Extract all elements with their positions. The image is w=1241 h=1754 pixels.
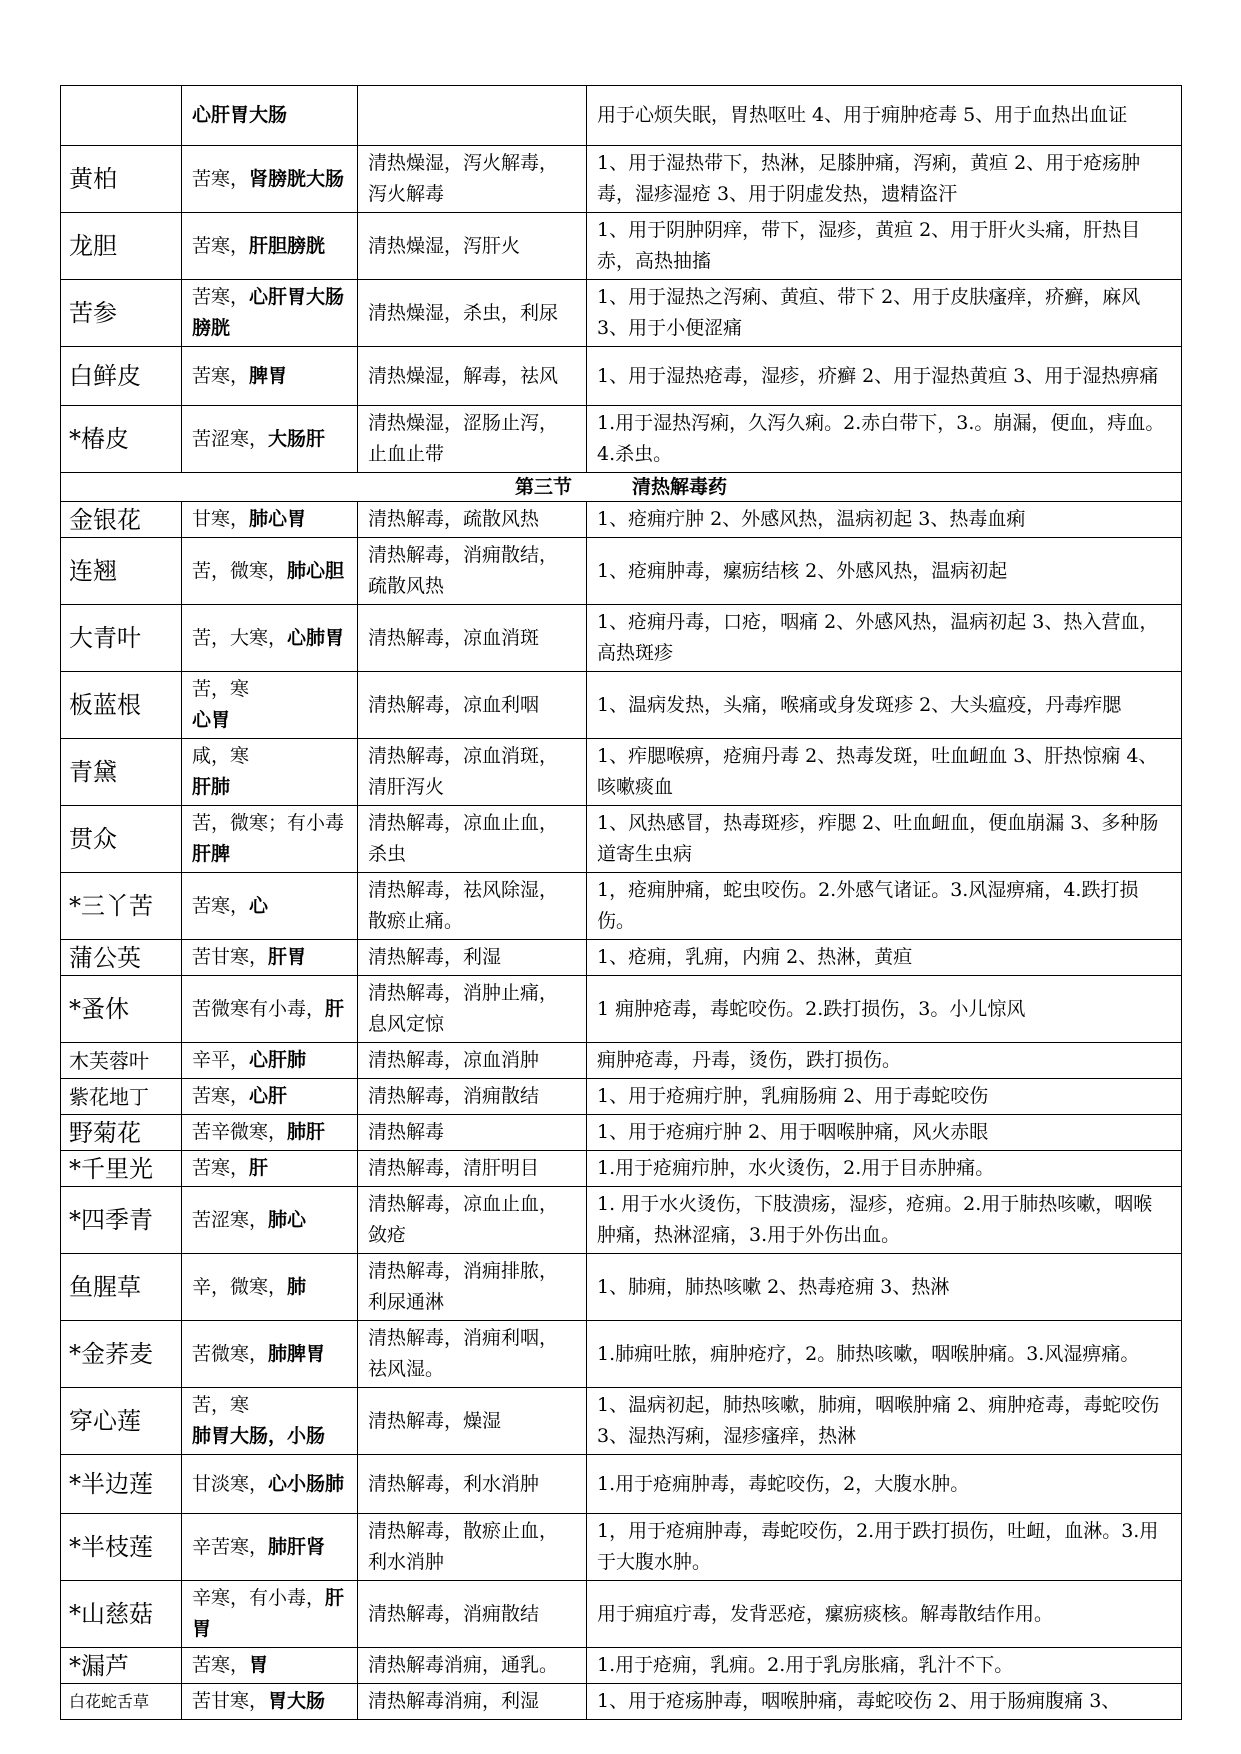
herb-name-cell: 板蓝根 [61,672,182,739]
nature-text: 辛平， [192,1049,250,1071]
use-cell: 用于心烦失眠，胃热呕吐 4、用于痈肿疮毒 5、用于血热出血证 [587,86,1182,146]
function-cell: 清热解毒，消痈散结，疏散风热 [358,538,587,605]
nature-text: 苦寒， [192,1157,250,1179]
herb-name-cell: 白花蛇舌草 [61,1684,182,1720]
herb-name-cell: 蒲公英 [61,940,182,976]
table-row [61,1581,1182,1648]
meridian-text: 肾膀胱大肠 [249,167,345,190]
table-row [61,1684,1182,1720]
use-cell: 1、肺痈，肺热咳嗽 2、热毒疮痈 3、热淋 [587,1254,1182,1321]
use-cell: 痈肿疮毒，丹毒，烫伤，跌打损伤。 [587,1043,1182,1079]
function-cell: 清热燥湿，解毒，祛风 [358,347,587,406]
herb-name-cell: 苦参 [61,280,182,347]
use-cell: 1、用于疮痈疔肿 2、用于咽喉肿痛，风火赤眼 [587,1115,1182,1151]
nature-meridian-cell [182,1388,358,1455]
use-cell: 1、疮痈丹毒，口疮，咽痛 2、外感风热，温病初起 3、热入营血，高热斑疹 [587,605,1182,672]
table-row [61,1187,1182,1254]
nature-text: 苦，寒 [192,678,250,700]
nature-text: 苦，寒 [192,1394,250,1416]
function-cell: 清热解毒，凉血消肿 [358,1043,587,1079]
herb-name-cell: 野菊花 [61,1115,182,1151]
table-row [61,806,1182,873]
nature-text: 甘淡寒， [192,1472,269,1495]
table-row [61,940,1182,976]
function-cell: 清热解毒消痈，利湿 [358,1684,587,1720]
function-cell: 清热解毒，凉血消斑，清肝泻火 [358,739,587,806]
use-cell: 1、温病发热，头痛，喉痛或身发斑疹 2、大头瘟疫，丹毒痄腮 [587,672,1182,739]
nature-meridian-cell [182,1581,358,1648]
herb-name-cell: 紫花地丁 [61,1079,182,1115]
meridian-text: 肝胃 [192,1587,345,1640]
nature-meridian-cell [182,213,358,280]
document-page [60,85,1181,1720]
meridian-text: 肝 [249,1157,269,1179]
nature-text: 辛，微寒， [192,1275,288,1298]
meridian-text: 肺心 [268,1208,307,1231]
table-row [61,347,1182,406]
use-cell: 1.用于湿热泻痢，久泻久痢。2.赤白带下，3.。崩漏，便血，痔血。4.杀虫。 [587,406,1182,473]
use-cell: 1、疮痈疔肿 2、外感风热，温病初起 3、热毒血痢 [587,502,1182,538]
table-row [61,1151,1182,1187]
table-row [61,86,1182,146]
use-cell: 1. 用于水火烫伤，下肢溃疡，湿疹，疮痈。2.用于肺热咳嗽，咽喉肿痛，热淋涩痛，3.用于外伤出血。 [587,1187,1182,1254]
meridian-text: 心 [249,894,269,917]
function-cell: 清热解毒，消痈散结 [358,1079,587,1115]
nature-text: 咸，寒 [192,745,250,767]
meridian-text: 肺心胆 [287,559,345,582]
nature-text: 苦涩寒， [192,1208,269,1231]
use-cell: 1、痄腮喉痹，疮痈丹毒 2、热毒发斑，吐血衄血 3、肝热惊痫 4、咳嗽痰血 [587,739,1182,806]
herb-name-cell: 木芙蓉叶 [61,1043,182,1079]
nature-meridian-cell [182,940,358,976]
use-cell: 1、疮痈，乳痈，内痈 2、热淋，黄疸 [587,940,1182,976]
function-cell: 清热解毒，凉血消斑 [358,605,587,672]
herb-name-cell: *蚤休 [61,976,182,1043]
use-cell: 1.用于疮痈疖肿，水火烫伤，2.用于目赤肿痛。 [587,1151,1182,1187]
use-cell: 1、温病初起，肺热咳嗽，肺痈，咽喉肿痛 2、痈肿疮毒，毒蛇咬伤 3、湿热泻痢，湿疹瘙痒，热淋 [587,1388,1182,1455]
table-row [61,502,1182,538]
nature-text: 苦寒， [192,1085,250,1107]
table-row [61,1115,1182,1151]
table-row [61,406,1182,473]
use-cell: 1、用于疮痈疔肿，乳痈肠痈 2、用于毒蛇咬伤 [587,1079,1182,1115]
meridian-text: 心小肠肺 [268,1472,345,1495]
use-cell: 1、用于湿热疮毒，湿疹，疥癣 2、用于湿热黄疸 3、用于湿热痹痛 [587,347,1182,406]
use-cell: 1，疮痈肿痛，蛇虫咬伤。2.外感气诸证。3.风湿痹痛，4.跌打损伤。 [587,873,1182,940]
nature-meridian-cell [182,1151,358,1187]
function-cell: 清热燥湿，泻火解毒，泻火解毒 [358,146,587,213]
herb-name-cell: 鱼腥草 [61,1254,182,1321]
nature-text: 甘寒， [192,508,250,530]
nature-meridian-cell [182,739,358,806]
herb-name-cell: *三丫苦 [61,873,182,940]
nature-meridian-cell [182,146,358,213]
herb-name-cell: *山慈菇 [61,1581,182,1648]
function-cell [358,86,587,146]
use-cell: 1.用于疮痈肿毒，毒蛇咬伤，2，大腹水肿。 [587,1455,1182,1514]
nature-text: 苦辛微寒， [192,1121,288,1143]
section-name: 清热解毒药 [632,476,728,498]
table-row [61,280,1182,347]
herb-name-cell: *半枝莲 [61,1514,182,1581]
use-cell: 1、疮痈肿毒，瘰疬结核 2、外感风热，温病初起 [587,538,1182,605]
use-cell: 1、用于湿热之泻痢、黄疸、带下 2、用于皮肤瘙痒，疥癣，麻风 3、用于小便涩痛 [587,280,1182,347]
herb-name-cell: 连翘 [61,538,182,605]
meridian-text: 肝胃 [268,946,307,968]
nature-text: 苦寒， [192,286,250,308]
nature-text: 苦甘寒， [192,946,269,968]
table-row [61,1254,1182,1321]
meridian-text: 胃大肠 [268,1690,326,1712]
table-row [61,976,1182,1043]
meridian-text: 肺 [287,1275,307,1298]
use-cell: 1.肺痈吐脓，痈肿疮疗，2。肺热咳嗽，咽喉肿痛。3.风湿痹痛。 [587,1321,1182,1388]
nature-meridian-cell [182,605,358,672]
nature-meridian-cell [182,1079,358,1115]
herb-table [60,85,1182,1720]
function-cell: 清热解毒，消痈散结 [358,1581,587,1648]
nature-text: 苦微寒， [192,1342,269,1365]
use-cell: 1、用于疮疡肿毒，咽喉肿痛，毒蛇咬伤 2、用于肠痈腹痛 3、 [587,1684,1182,1720]
meridian-text: 大肠肝 [268,427,326,450]
nature-text: 辛苦寒， [192,1535,269,1558]
function-cell: 清热燥湿，泻肝火 [358,213,587,280]
nature-meridian-cell [182,672,358,739]
function-cell: 清热解毒，凉血止血，敛疮 [358,1187,587,1254]
table-row [61,538,1182,605]
herb-name-cell: *千里光 [61,1151,182,1187]
meridian-text: 肺肝 [287,1121,326,1143]
meridian-text: 心肝肺 [249,1049,307,1071]
nature-meridian-cell [182,806,358,873]
use-cell: 用于痈疽疔毒，发背恶疮，瘰疬痰核。解毒散结作用。 [587,1581,1182,1648]
nature-meridian-cell [182,1648,358,1684]
herb-name-cell: 大青叶 [61,605,182,672]
herb-table-body [61,86,1182,1720]
nature-meridian-cell [182,873,358,940]
nature-text: 苦微寒有小毒， [192,997,326,1020]
table-row [61,1514,1182,1581]
function-cell: 清热解毒，散瘀止血，利水消肿 [358,1514,587,1581]
nature-text: 苦寒， [192,167,250,190]
table-row [61,1321,1182,1388]
nature-meridian-cell [182,1115,358,1151]
meridian-text: 肝脾 [192,843,231,865]
function-cell: 清热解毒，祛风除湿，散瘀止痛。 [358,873,587,940]
table-row [61,605,1182,672]
table-row [61,1455,1182,1514]
section-header-row [61,473,1182,502]
meridian-text: 心胃 [192,709,231,731]
table-row [61,1388,1182,1455]
herb-name-cell: *椿皮 [61,406,182,473]
meridian-text: 胃 [249,1654,269,1676]
herb-name-cell: 金银花 [61,502,182,538]
nature-meridian-cell [182,1187,358,1254]
nature-meridian-cell [182,1514,358,1581]
nature-meridian-cell [182,1043,358,1079]
table-row [61,672,1182,739]
nature-meridian-cell [182,1254,358,1321]
nature-text: 苦甘寒， [192,1690,269,1712]
meridian-text: 肝胆膀胱 [249,234,326,257]
herb-name-cell: 穿心莲 [61,1388,182,1455]
table-row [61,739,1182,806]
function-cell: 清热解毒消痈，通乳。 [358,1648,587,1684]
herb-name-cell: 青黛 [61,739,182,806]
nature-text: 苦寒， [192,364,250,387]
meridian-text: 心肝胃大肠膀胱 [192,286,345,339]
nature-meridian-cell [182,280,358,347]
herb-name-cell: 白鲜皮 [61,347,182,406]
meridian-text: 肺心胃 [249,508,307,530]
meridian-text: 肝 [325,997,345,1020]
nature-meridian-cell [182,1684,358,1720]
table-row [61,213,1182,280]
herb-name-cell: *半边莲 [61,1455,182,1514]
table-row [61,873,1182,940]
meridian-text: 肺脾胃 [268,1342,326,1365]
herb-name-cell [61,86,182,146]
use-cell: 1、用于阴肿阴痒，带下，湿疹，黄疸 2、用于肝火头痛，肝热目赤，高热抽搐 [587,213,1182,280]
function-cell: 清热解毒 [358,1115,587,1151]
use-cell: 1、风热感冒，热毒斑疹，痄腮 2、吐血衄血，便血崩漏 3、多种肠道寄生虫病 [587,806,1182,873]
function-cell: 清热燥湿，涩肠止泻，止血止带 [358,406,587,473]
nature-meridian-cell [182,1455,358,1514]
function-cell: 清热解毒，消痈排脓，利尿通淋 [358,1254,587,1321]
use-cell: 1 痈肿疮毒，毒蛇咬伤。2.跌打损伤，3。小儿惊风 [587,976,1182,1043]
herb-name-cell: 龙胆 [61,213,182,280]
function-cell: 清热解毒，燥湿 [358,1388,587,1455]
nature-text: 辛寒，有小毒， [192,1587,326,1609]
function-cell: 清热解毒，凉血利咽 [358,672,587,739]
table-row [61,146,1182,213]
nature-meridian-cell [182,347,358,406]
function-cell: 清热解毒，疏散风热 [358,502,587,538]
meridian-text: 肝肺 [192,776,231,798]
nature-meridian-cell [182,406,358,473]
herb-name-cell: *漏芦 [61,1648,182,1684]
nature-meridian-cell [182,1321,358,1388]
use-cell: 1，用于疮痈肿毒，毒蛇咬伤，2.用于跌打损伤，吐衄，血淋。3.用于大腹水肿。 [587,1514,1182,1581]
meridian-text: 脾胃 [249,364,288,387]
table-row [61,1648,1182,1684]
section-number: 第三节 [514,476,572,498]
meridian-text: 心肺胃 [287,626,345,649]
herb-name-cell: 黄柏 [61,146,182,213]
nature-text: 苦涩寒， [192,427,269,450]
nature-text: 苦，微寒；有小毒 [192,812,345,834]
function-cell: 清热燥湿，杀虫，利尿 [358,280,587,347]
use-cell: 1、用于湿热带下，热淋，足膝肿痛，泻痢，黄疸 2、用于疮疡肿毒，湿疹湿疮 3、用于阴虚发热，遗精盗汗 [587,146,1182,213]
nature-text: 苦寒， [192,1654,250,1676]
herb-name-cell: *金荞麦 [61,1321,182,1388]
nature-meridian-cell [182,538,358,605]
meridian-text: 肺肝肾 [268,1535,326,1558]
meridian-text: 心肝 [249,1085,288,1107]
section-title [61,473,1182,502]
use-cell: 1.用于疮痈，乳痈。2.用于乳房胀痛，乳汁不下。 [587,1648,1182,1684]
function-cell: 清热解毒，清肝明目 [358,1151,587,1187]
function-cell: 清热解毒，利水消肿 [358,1455,587,1514]
herb-name-cell: *四季青 [61,1187,182,1254]
nature-text: 苦寒， [192,234,250,257]
function-cell: 清热解毒，消肿止痛，息风定惊 [358,976,587,1043]
function-cell: 清热解毒，利湿 [358,940,587,976]
function-cell: 清热解毒，凉血止血，杀虫 [358,806,587,873]
nature-text: 苦，大寒， [192,626,288,649]
function-cell: 清热解毒，消痈利咽，祛风湿。 [358,1321,587,1388]
nature-meridian-cell [182,86,358,146]
meridian-text: 心肝胃大肠 [192,104,288,126]
nature-text: 苦寒， [192,894,250,917]
table-row [61,1043,1182,1079]
nature-meridian-cell [182,502,358,538]
meridian-text: 肺胃大肠，小肠 [192,1425,326,1447]
table-row [61,1079,1182,1115]
nature-meridian-cell [182,976,358,1043]
herb-name-cell: 贯众 [61,806,182,873]
nature-text: 苦，微寒， [192,559,288,582]
